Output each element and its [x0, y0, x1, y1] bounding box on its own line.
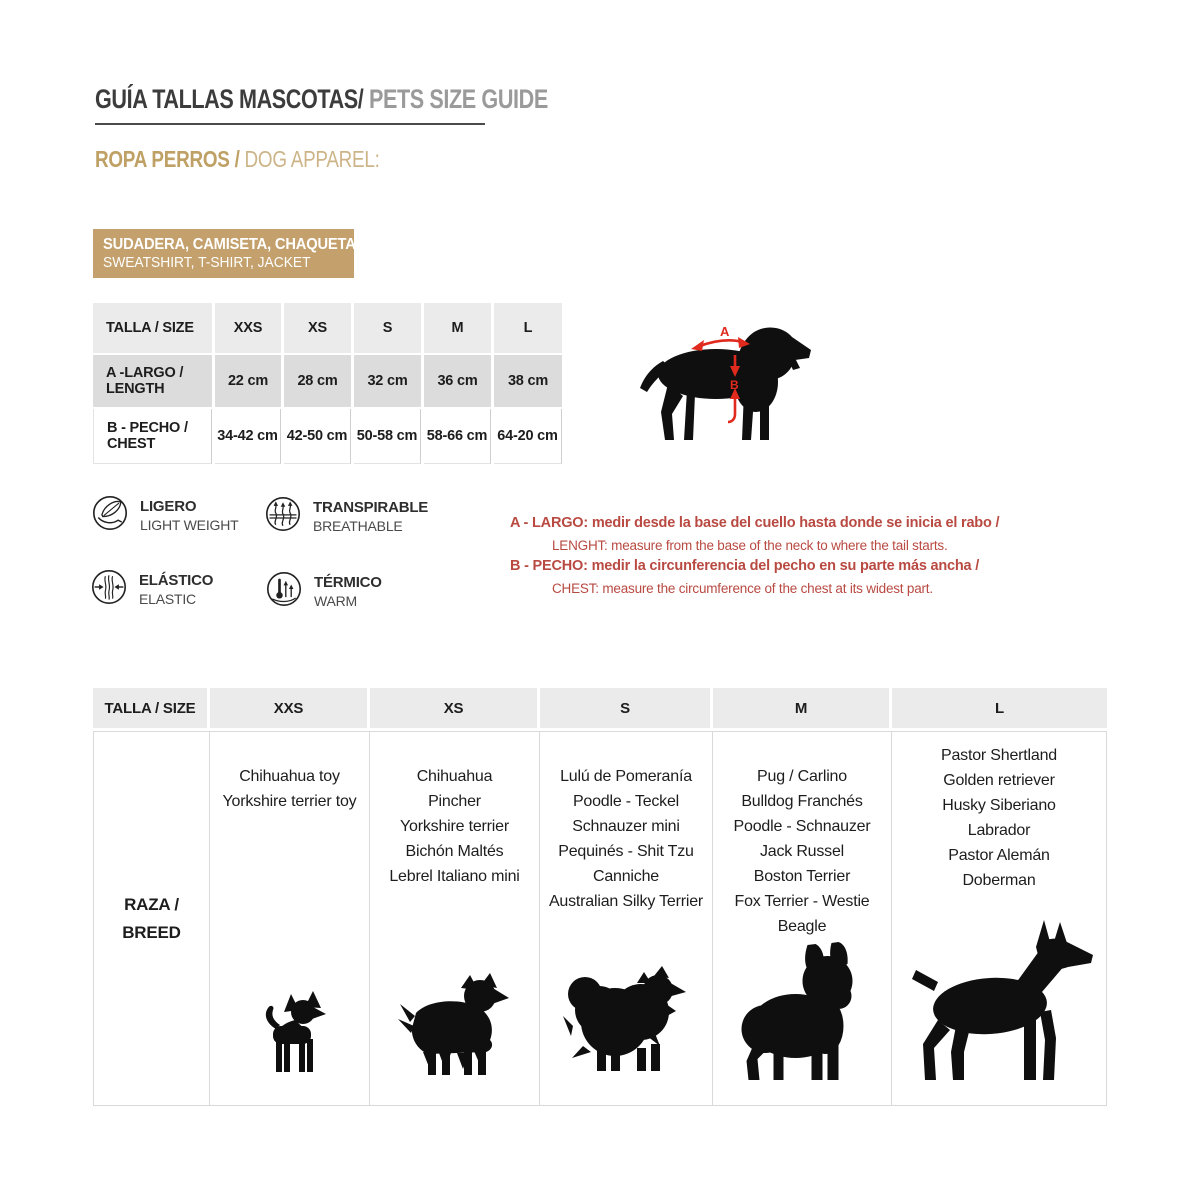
- feature-breathable: [265, 496, 428, 535]
- chihuahua-silhouette: [251, 989, 329, 1075]
- subtitle-secondary: DOG APPAREL:: [244, 146, 380, 172]
- size-table-header-m: M: [424, 303, 491, 353]
- feature-lightweight: [92, 495, 238, 534]
- feature-title: TRANSPIRABLE: [313, 499, 429, 516]
- labrador-silhouette: [640, 328, 811, 440]
- arrow-label-a: A: [720, 324, 730, 339]
- chest-xxs: 34-42 cm: [215, 409, 281, 464]
- length-m: 36 cm: [424, 355, 491, 407]
- breed-table-header: [93, 688, 1107, 728]
- breed-item: Yorkshire terrier toy: [222, 793, 357, 810]
- arrow-label-b: B: [730, 378, 739, 392]
- doberman-silhouette: [902, 920, 1096, 1082]
- length-s: 32 cm: [354, 355, 421, 407]
- feature-title: TÉRMICO: [314, 574, 382, 591]
- breed-item: Poodle - Teckel: [572, 793, 680, 810]
- breed-item: Pincher: [428, 793, 481, 810]
- chest-s: 50-58 cm: [354, 409, 421, 464]
- length-l: 38 cm: [494, 355, 562, 407]
- feature-subtitle: WARM: [314, 592, 358, 609]
- breed-cell-l: [892, 731, 1107, 1106]
- feature-subtitle: ELASTIC: [139, 590, 196, 607]
- breed-header-m: M: [713, 688, 889, 728]
- title-primary: GUÍA TALLAS MASCOTAS/: [95, 84, 364, 114]
- chest-l: 64-20 cm: [494, 409, 562, 464]
- breed-item: Schnauzer mini: [572, 818, 680, 835]
- feature-elastic: [91, 569, 213, 608]
- breed-item: Pastor Shertland: [941, 747, 1057, 764]
- feature-subtitle: BREATHABLE: [313, 517, 403, 534]
- breed-item: Poodle - Schnauzer: [733, 818, 871, 835]
- category-line-es: SUDADERA, CAMISETA, CHAQUETA/: [103, 236, 360, 253]
- length-xxs: 22 cm: [215, 355, 281, 407]
- breed-item: Pequinés - Shit Tzu: [558, 843, 694, 860]
- breed-row-label: [93, 731, 210, 1106]
- breed-item: Chihuahua toy: [239, 768, 340, 785]
- size-table-header-xxs: XXS: [215, 303, 281, 353]
- yorkshire-terrier-silhouette: [398, 973, 512, 1075]
- breed-item: Beagle: [777, 918, 827, 935]
- breed-item: Doberman: [962, 872, 1036, 889]
- breed-cell-xs: [370, 731, 540, 1106]
- breed-item: Labrador: [967, 822, 1031, 839]
- breed-item: Pastor Alemán: [948, 847, 1050, 864]
- breed-item: Jack Russel: [759, 843, 845, 860]
- feature-subtitle: LIGHT WEIGHT: [140, 516, 239, 533]
- pomeranian-silhouette: [563, 964, 689, 1072]
- breed-item: Husky Siberiano: [942, 797, 1056, 814]
- subtitle-primary: ROPA PERROS /: [95, 146, 245, 172]
- breed-header-xs: XS: [370, 688, 537, 728]
- breed-item: Bichón Maltés: [405, 843, 504, 860]
- breed-header-label: TALLA / SIZE: [93, 688, 207, 728]
- breed-item: Golden retriever: [943, 772, 1055, 789]
- size-table-header-s: S: [354, 303, 421, 353]
- breed-row-label-line1: RAZA /: [124, 894, 179, 914]
- breed-header-xxs: XXS: [210, 688, 367, 728]
- breed-item: Chihuahua: [416, 768, 493, 785]
- category-box: [93, 229, 360, 278]
- title-secondary: PETS SIZE GUIDE: [363, 84, 548, 114]
- chest-row-label: B - PECHO / CHEST: [93, 409, 212, 464]
- chest-m: 58-66 cm: [424, 409, 491, 464]
- feature-title: LIGERO: [140, 498, 197, 515]
- size-table-header-xs: XS: [284, 303, 351, 353]
- breed-item: Canniche: [592, 868, 659, 885]
- feature-warm: [266, 571, 382, 610]
- size-table-header-label: TALLA / SIZE: [93, 303, 212, 353]
- chest-xs: 42-50 cm: [284, 409, 351, 464]
- feather-hand-icon: [92, 495, 128, 531]
- breed-header-s: S: [540, 688, 710, 728]
- breed-table-body: [93, 731, 1107, 1106]
- breed-item: Australian Silky Terrier: [548, 893, 704, 910]
- page-title: [95, 84, 548, 125]
- note-a-es: A - LARGO: medir desde la base del cuello hasta donde se inicia el rabo /: [510, 515, 1000, 531]
- breed-cell-s: [540, 731, 713, 1106]
- breathable-icon: [265, 496, 301, 532]
- elastic-icon: [91, 569, 127, 605]
- note-a-en: LENGHT: measure from the base of the neck to where the tail starts.: [552, 537, 948, 553]
- note-b-en: CHEST: measure the circumference of the chest at its widest part.: [552, 580, 933, 596]
- breed-cell-m: [713, 731, 892, 1106]
- breed-item: Lulú de Pomeranía: [560, 768, 692, 785]
- french-bulldog-silhouette: [734, 941, 871, 1082]
- breed-row-label-line2: BREED: [122, 922, 181, 942]
- size-table: [93, 303, 562, 464]
- breed-header-l: L: [892, 688, 1107, 728]
- breed-cell-xxs: [210, 731, 370, 1106]
- breed-item: Lebrel Italiano mini: [389, 868, 520, 885]
- feature-title: ELÁSTICO: [139, 572, 214, 589]
- measure-notes: [510, 513, 1000, 599]
- dog-measure-diagram: [638, 322, 823, 450]
- breed-item: Pug / Carlino: [757, 768, 847, 785]
- category-line-en: SWEATSHIRT, T-SHIRT, JACKET: [103, 254, 311, 272]
- thermal-icon: [266, 571, 302, 607]
- breed-item: Fox Terrier - Westie: [734, 893, 870, 910]
- length-xs: 28 cm: [284, 355, 351, 407]
- length-row-label: A -LARGO / LENGTH: [93, 355, 212, 407]
- breed-item: Bulldog Franchés: [741, 793, 863, 810]
- breed-item: Boston Terrier: [753, 868, 851, 885]
- breed-item: Yorkshire terrier: [400, 818, 509, 835]
- size-table-header-l: L: [494, 303, 562, 353]
- page-subtitle: [95, 146, 442, 173]
- note-b-es: B - PECHO: medir la circunferencia del pecho en su parte más ancha /: [510, 558, 980, 574]
